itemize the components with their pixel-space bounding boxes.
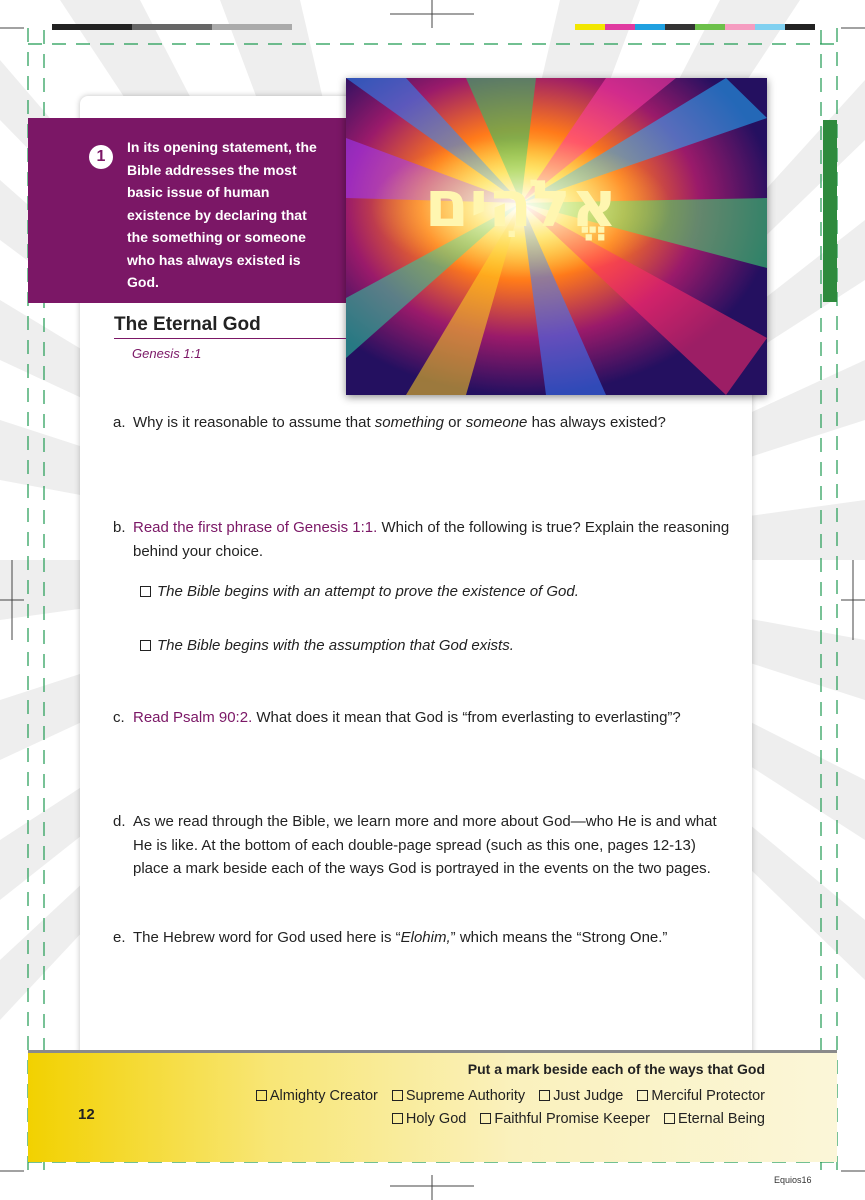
checkbox[interactable] bbox=[539, 1090, 550, 1101]
question-text: has always existed? bbox=[527, 414, 666, 431]
attribute-option[interactable] bbox=[480, 1111, 650, 1127]
attribute-label: Faithful Promise Keeper bbox=[494, 1111, 650, 1127]
attribute-label: Almighty Creator bbox=[269, 1088, 378, 1104]
attribute-label: Eternal Being bbox=[677, 1111, 765, 1127]
reading-instruction: Read Psalm 90:2. bbox=[133, 709, 253, 726]
question-e bbox=[113, 926, 733, 950]
question-letter: b. bbox=[113, 519, 126, 536]
attribute-option[interactable] bbox=[256, 1088, 378, 1104]
question-a bbox=[113, 411, 733, 435]
question-text: or bbox=[444, 414, 466, 431]
attribute-option[interactable] bbox=[392, 1111, 466, 1127]
question-emphasis: Elohim, bbox=[400, 929, 451, 946]
hero-image bbox=[346, 78, 767, 395]
question-text: What does it mean that God is “from everlasting to everlasting”? bbox=[252, 709, 681, 726]
band-top-rule bbox=[28, 1050, 837, 1053]
hebrew-elohim-word: אֱלֹהִים bbox=[424, 168, 618, 242]
question-letter: e. bbox=[113, 929, 126, 946]
checkbox[interactable] bbox=[637, 1090, 648, 1101]
attribute-option[interactable] bbox=[664, 1111, 765, 1127]
checkbox[interactable] bbox=[392, 1090, 403, 1101]
option-text: The Bible begins with the assumption that God exists. bbox=[157, 637, 514, 654]
checkbox[interactable] bbox=[140, 640, 151, 651]
attribute-label: Holy God bbox=[405, 1111, 467, 1127]
attribute-option[interactable] bbox=[637, 1088, 765, 1104]
section-divider bbox=[114, 338, 346, 339]
question-text: As we read through the Bible, we learn more and more about God—who He is and what He is like. At the bottom of each double-page spread (such as this one, pages 12-13) place a mark beside each of the ways God is portrayed in the events on the two pages. bbox=[133, 813, 717, 877]
checkbox[interactable] bbox=[140, 586, 151, 597]
question-letter: a. bbox=[113, 414, 126, 431]
light-burst-illustration bbox=[346, 78, 767, 395]
attribute-option[interactable] bbox=[539, 1088, 623, 1104]
attribute-label: Just Judge bbox=[553, 1088, 624, 1104]
checkbox[interactable] bbox=[480, 1113, 491, 1124]
reading-instruction: Read the first phrase of Genesis 1:1. bbox=[133, 519, 378, 536]
question-c bbox=[113, 706, 733, 730]
intro-statement: In its opening statement, the Bible addresses the most basic issue of human existence by declaring that the something or someone who has always existed is God. bbox=[127, 139, 317, 290]
question-letter: c. bbox=[113, 709, 125, 726]
question-emphasis: something bbox=[374, 414, 444, 431]
attribute-option[interactable] bbox=[392, 1088, 525, 1104]
question-text: The Hebrew word for God used here is “ bbox=[133, 929, 401, 946]
question-text: Which of the following is true? Explain the reasoning behind your choice. bbox=[133, 519, 730, 560]
question-text: Why is it reasonable to assume that bbox=[133, 414, 375, 431]
attributes-title: Put a mark beside each of the ways that God bbox=[467, 1061, 765, 1077]
checkbox[interactable] bbox=[392, 1113, 403, 1124]
intro-number-badge: 1 bbox=[89, 145, 113, 169]
question-letter: d. bbox=[113, 813, 126, 830]
checkbox[interactable] bbox=[256, 1090, 267, 1101]
section-title: The Eternal God bbox=[114, 314, 261, 335]
checkbox[interactable] bbox=[664, 1113, 675, 1124]
page-number: 12 bbox=[78, 1106, 95, 1123]
question-b bbox=[113, 516, 733, 560]
attribute-label: Merciful Protector bbox=[651, 1088, 765, 1104]
scripture-reference: Genesis 1:1 bbox=[132, 346, 202, 361]
question-d bbox=[113, 810, 733, 877]
question-emphasis: someone bbox=[465, 414, 528, 431]
green-side-tab bbox=[823, 120, 837, 302]
option-item[interactable] bbox=[140, 583, 579, 600]
attribute-label: Supreme Authority bbox=[405, 1088, 526, 1104]
option-text: The Bible begins with an attempt to prove the existence of God. bbox=[157, 583, 579, 600]
footer-slug: Equios16 bbox=[774, 1175, 812, 1185]
attributes-row-1 bbox=[246, 1088, 765, 1104]
option-item[interactable] bbox=[140, 637, 514, 654]
attributes-row-2 bbox=[382, 1111, 765, 1127]
question-text: ” which means the “Strong One.” bbox=[450, 929, 668, 946]
